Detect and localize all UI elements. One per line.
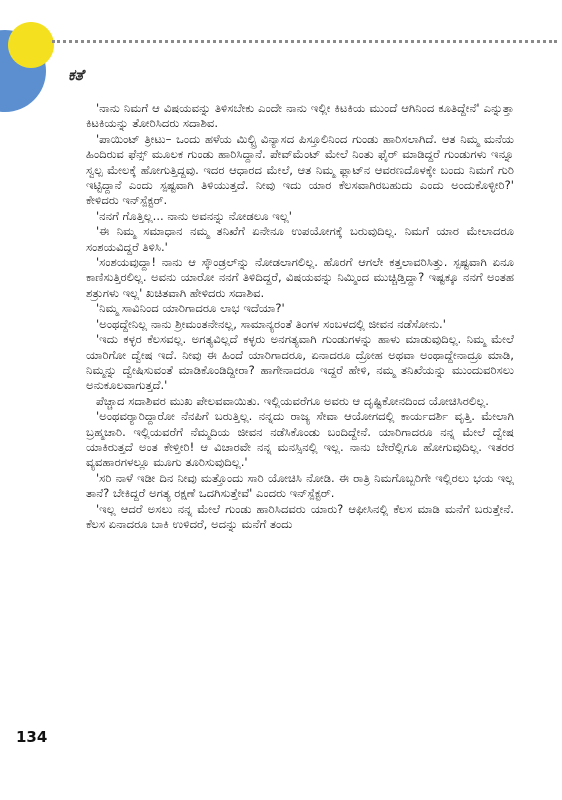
paragraph: 'ಇಲ್ಲ ಆದರೆ ಅಸಲು ನನ್ನ ಮೇಲೆ ಗುಂಡು ಹಾರಿಸಿದವರು ಯಾರು? ಆಫೀಸಿನಲ್ಲಿ ಕೆಲಸ ಮಾಡಿ ಮನೆಗೆ ಬರುತ್ತೇನೆ. ಕೆಲಸ ಏನಾದರೂ ಬಾಕಿ ಉಳಿದರೆ, ಅದನ್ನು ಮನೆಗೆ ತಂದು bbox=[86, 501, 514, 531]
paragraph: ಪೆಚ್ಚಾದ ಸದಾಶಿವರ ಮುಖ ಪೇಲವವಾಯಿತು. ಇಲ್ಲಿಯವರೆಗೂ ಅವರು ಆ ದೃಷ್ಟಿಕೋನದಿಂದ ಯೋಚಿಸಿರಲಿಲ್ಲ. bbox=[96, 393, 489, 408]
paragraph: 'ಇದು ಕಳ್ಳರ ಕೆಲಸವಲ್ಲ. ಅಗತ್ಯವಿಲ್ಲದೆ ಕಳ್ಳರು ಅನಗತ್ಯವಾಗಿ ಗುಂಡುಗಳನ್ನು ಹಾಳು ಮಾಡುವುದಿಲ್ಲ. ನಿಮ್ಮ ಮೇಲೆ ಯಾರಿಗೋ ದ್ವೇಷ ಇದೆ. ನೀವು ಈ ಹಿಂದೆ ಯಾರಿಗಾದರೂ, ಏನಾದರೂ ದ್ರೋಹ ಅಥವಾ ಅಂಥಾದ್ದೇನಾದ್ರೂ ಮಾಡಿ, ನಿಮ್ಮನ್ನು ದ್ವೇಷಿಸುವಂತೆ ಮಾಡಿಕೊಂಡಿದ್ದೀರಾ? ಹಾಗೇನಾದರೂ ಇದ್ದರೆ ಹೇಳಿ, ನಮ್ಮ ತನಿಖೆಯನ್ನು ಮುಂದುವರಿಸಲು ಅನುಕೂಲವಾಗುತ್ತದೆ.' bbox=[86, 332, 514, 393]
paragraph: 'ಈ ನಿಮ್ಮ ಸಮಾಧಾನ ನಮ್ಮ ತನಿಖೆಗೆ ಏನೇನೂ ಉಪಯೋಗಕ್ಕೆ ಬರುವುದಿಲ್ಲ. ನಿಮಗೆ ಯಾರ ಮೇಲಾದರೂ ಸಂಶಯವಿದ್ದರೆ ತಿಳಿಸಿ.' bbox=[86, 224, 514, 254]
paragraph: 'ನನಗೆ ಗೊತ್ತಿಲ್ಲ... ನಾನು ಅವನನ್ನು ನೋಡಲೂ ಇಲ್ಲ' bbox=[96, 208, 292, 223]
story-body bbox=[86, 101, 514, 532]
paragraph: 'ಅಂಥವರ್‍ಯಾರಿದ್ದಾರೋ ನೆನಪಿಗೆ ಬರುತ್ತಿಲ್ಲ. ನನ್ನದು ರಾಜ್ಯ ಸೇವಾ ಆಯೋಗದಲ್ಲಿ ಕಾರ್ಯದರ್ಶಿ ವೃತ್ತಿ. ಮೇಲಾಗಿ ಬ್ರಹ್ಮಚಾರಿ. ಇಲ್ಲಿಯವರೆಗೆ ನೆಮ್ಮದಿಯ ಜೀವನ ನಡೆಸಿಕೊಂಡು ಬಂದಿದ್ದೇನೆ. ಯಾರಿಗಾದರೂ ನನ್ನ ಮೇಲೆ ದ್ವೇಷ ಯಾಕಿರುತ್ತದೆ ಅಂತ ಕೇಳ್ತೀರಿ! ಆ ವಿಚಾರವೇ ನನ್ನ ಮನಸ್ಸಿನಲ್ಲಿ ಇಲ್ಲ. ನಾನು ಬೇರೆಲ್ಲಿಗೂ ಹೋಗುವುದಿಲ್ಲ. ಇತರರ ವ್ಯವಹಾರಗಳಲ್ಲೂ ಮೂಗು ತೂರಿಸುವುದಿಲ್ಲ.' bbox=[86, 409, 514, 470]
paragraph: 'ಸಂಶಯವುದ್ದಾ! ನಾನು ಆ ಸ್ಕೌಂಡ್ರಲ್‌ನ್ನು ನೋಡಲಾಗಲಿಲ್ಲ. ಹೊರಗೆ ಆಗಲೇ ಕತ್ತಲಾವರಿಸಿತ್ತು. ಸ್ಪಷ್ಟವಾಗಿ ಏನೂ ಕಾಣಿಸುತ್ತಿರಲಿಲ್ಲ. ಅವನು ಯಾರೋ ನನಗೆ ತಿಳಿದಿದ್ದರೆ, ವಿಷಯವನ್ನು ನಿಮ್ಮಿಂದ ಮುಚ್ಚಿಡ್ತಿದ್ದಾ? ಇಷ್ಟಕ್ಕೂ ನನಗೆ ಅಂತಹ ಶತ್ರುಗಳು ಇಲ್ಲ' ಖಚಿತವಾಗಿ ಹೇಳಿದರು ಸದಾಶಿವ. bbox=[86, 255, 514, 300]
paragraph: 'ನಾನು ನಿಮಗೆ ಆ ವಿಷಯವನ್ನು ತಿಳಿಸಬೇಕು ಎಂದೇ ನಾನು ಇಲ್ಲೀ ಕಿಟಕಿಯ ಮುಂದೆ ಆಗಿನಿಂದ ಕೂತಿದ್ದೇನೆ' ಎನ್ನುತ್ತಾ ಕಿಟಕಿಯನ್ನು ತೋರಿಸಿದರು ಸದಾಶಿವ. bbox=[86, 101, 514, 131]
dotted-header-rule bbox=[52, 40, 557, 43]
paragraph: 'ಪಾಯಿಂಟ್ ತ್ರೀಟು– ಒಂದು ಹಳೆಯ ಮಿಲ್ಟ್ರಿ ವಿನ್ಯಾಸದ ಪಿಸ್ತೂಲಿನಿಂದ ಗುಂಡು ಹಾರಿಸಲಾಗಿದೆ. ಆತ ನಿಮ್ಮ ಮನೆಯ ಹಿಂದಿರುವ ಫೆನ್ಸ್ ಮೂಲಕ ಗುಂಡು ಹಾರಿಸಿದ್ದಾನೆ. ಪೇವ್‌ಮೆಂಟ್ ಮೇಲೆ ನಿಂತು ಫೈರ್ ಮಾಡಿದ್ದರೆ ಗುಂಡುಗಳು ಇನ್ನೂ ಸ್ವಲ್ಪ ಮೇಲಕ್ಕೆ ಹೋಗುತ್ತಿದ್ದವು. ಇದರ ಆಧಾರದ ಮೇಲೆ, ಆತ ನಿಮ್ಮ ಫ್ಲಾಟ್‌ನ ಆವರಣದೊಳಕ್ಕೇ ಬಂದು ನಿಮಗೆ ಗುರಿ ಇಟ್ಟಿದ್ದಾನೆ ಎಂದು ಸ್ಪಷ್ಟವಾಗಿ ತಿಳಿಯುತ್ತದೆ. ನೀವು ಇದು ಯಾರ ಕೆಲಸವಾಗಿರಬಹುದು ಎಂದು ಅಂದುಕೊಳ್ಳೀರಿ?' ಕೇಳಿದರು ಇನ್‌ಸ್ಪೆಕ್ಟರ್. bbox=[86, 131, 514, 208]
decorative-yellow-circle bbox=[8, 22, 54, 68]
paragraph: 'ನಿಮ್ಮ ಸಾವಿನಿಂದ ಯಾರಿಗಾದರೂ ಲಾಭ ಇದೆಯಾ?' bbox=[96, 301, 285, 316]
paragraph: 'ಅಂಥದ್ದೇನಿಲ್ಲ ನಾನು ಶ್ರೀಮಂತನೇನಲ್ಲ, ಸಾಮಾನ್ಯರಂತೆ ತಿಂಗಳ ಸಂಬಳದಲ್ಲಿ ಜೀವನ ನಡೆಸೋನು.' bbox=[96, 316, 446, 331]
section-label: ಕತೆ bbox=[68, 66, 84, 84]
page-number: 134 bbox=[16, 728, 48, 746]
paragraph: 'ಸರಿ ನಾಳೆ ಇಡೀ ದಿನ ನೀವು ಮತ್ತೊಂದು ಸಾರಿ ಯೋಚಿಸಿ ನೋಡಿ. ಈ ರಾತ್ರಿ ನಿಮಗೊಬ್ಬರಿಗೇ ಇಲ್ಲಿರಲು ಭಯ ಇಲ್ಲ ತಾನೆ? ಬೇಕಿದ್ದರೆ ಅಗತ್ಯ ರಕ್ಷಣೆ ಒದಗಿಸುತ್ತೇವೆ' ಎಂದರು ಇನ್‌ಸ್ಪೆಕ್ಟರ್. bbox=[86, 470, 514, 501]
